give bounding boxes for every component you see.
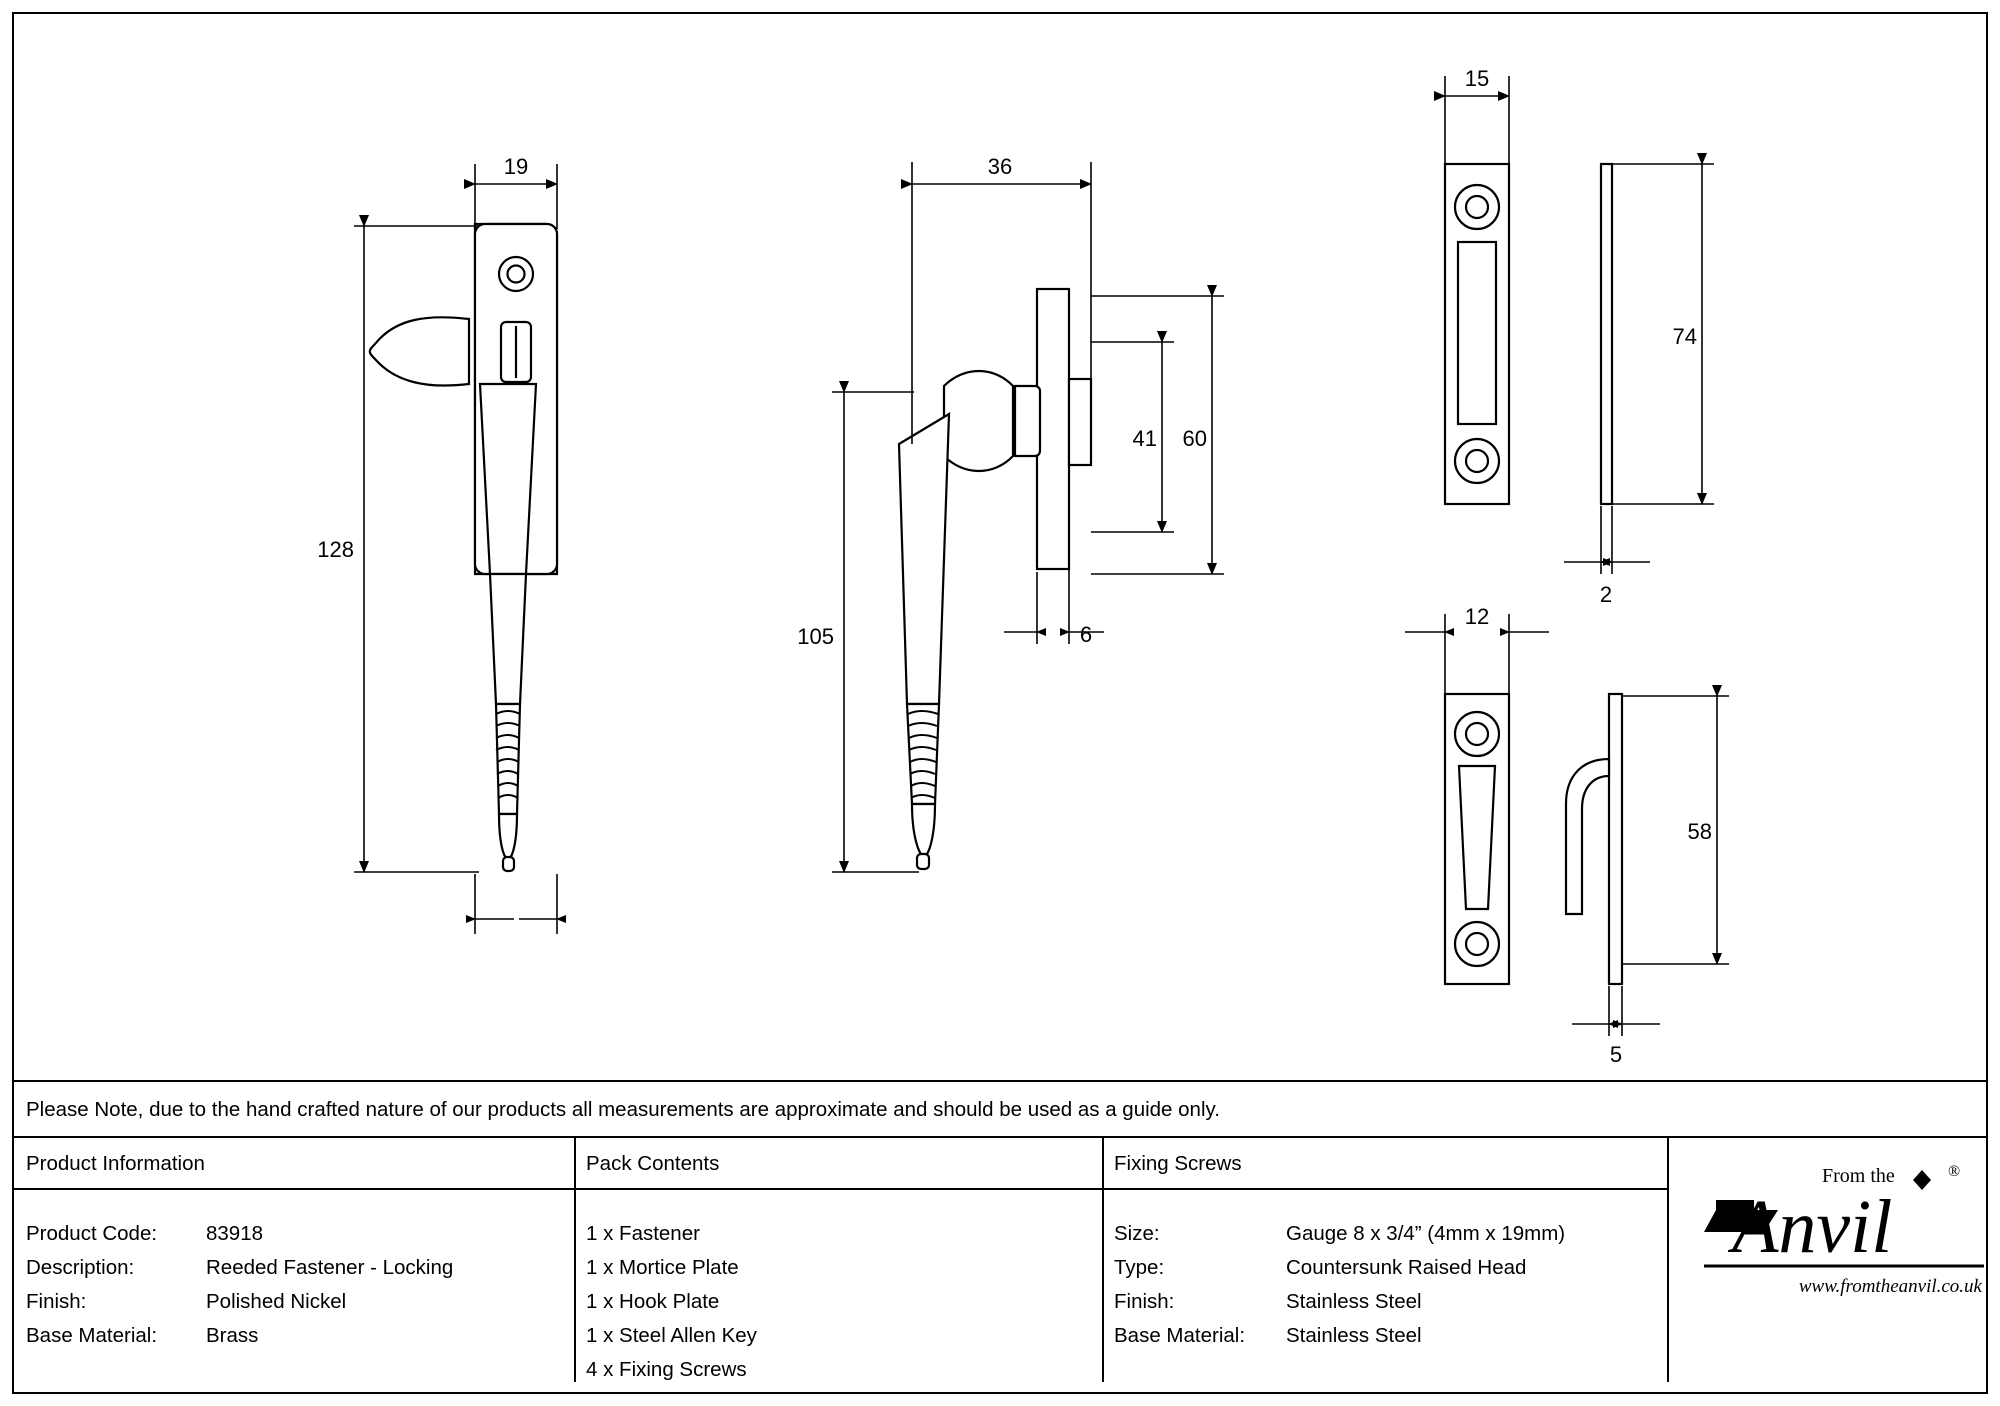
- finish-label: Finish:: [26, 1290, 87, 1313]
- dim-label-6: 6: [1079, 622, 1093, 647]
- pack-contents-item: 1 x Steel Allen Key: [586, 1324, 757, 1347]
- dim-label-60: 60: [1182, 426, 1207, 451]
- logo-url-text: www.fromtheanvil.co.uk: [1798, 1276, 1982, 1297]
- finish-value: Polished Nickel: [206, 1290, 347, 1313]
- col-header-product-information: Product Information: [26, 1152, 205, 1175]
- diamond-icon: [1913, 1170, 1931, 1190]
- measurement-note-text: Please Note, due to the hand crafted nature of our products all measurements are approximate and should be used as a guide only.: [26, 1098, 1220, 1121]
- pack-contents-item: 1 x Mortice Plate: [586, 1256, 739, 1279]
- dim-bottom-front: [475, 874, 557, 934]
- logo-from-the-text: From the: [1822, 1165, 1895, 1187]
- mortice-plate-geometry: [1445, 164, 1612, 504]
- pack-contents-item: 1 x Fastener: [586, 1222, 700, 1245]
- info-table: [14, 1136, 1986, 1380]
- measurement-note: [14, 1080, 1986, 1136]
- dim-74: [1612, 164, 1714, 504]
- dim-label-12: 12: [1464, 604, 1490, 629]
- description-label: Description:: [26, 1256, 135, 1279]
- col-header-pack-contents: Pack Contents: [586, 1152, 720, 1175]
- screw-type-value: Countersunk Raised Head: [1286, 1256, 1527, 1279]
- description-value: Reeded Fastener - Locking: [206, 1256, 454, 1279]
- dim-label-41: 41: [1132, 426, 1157, 451]
- screw-finish-value: Stainless Steel: [1286, 1290, 1422, 1313]
- pack-contents-item: 4 x Fixing Screws: [586, 1358, 747, 1381]
- table-col-divider-2: [1102, 1138, 1104, 1382]
- anvil-logo-svg: [1704, 1146, 1984, 1370]
- dim-label-5: 5: [1609, 1042, 1623, 1067]
- logo-brand-text: Anvil: [1732, 1185, 1893, 1269]
- table-header-divider: [14, 1188, 1667, 1190]
- screw-size-value: Gauge 8 x 3/4” (4mm x 19mm): [1286, 1222, 1566, 1245]
- screw-base-material-label: Base Material:: [1114, 1324, 1246, 1347]
- dim-label-2: 2: [1599, 582, 1613, 607]
- dim-label-105: 105: [797, 624, 834, 649]
- side-view-geometry: [899, 289, 1091, 869]
- table-col-divider-3: [1667, 1138, 1669, 1382]
- screw-finish-label: Finish:: [1114, 1290, 1175, 1313]
- product-code-value: 83918: [206, 1222, 264, 1245]
- dim-label-19: 19: [503, 154, 529, 179]
- screw-type-label: Type:: [1114, 1256, 1165, 1279]
- brand-logo: [1704, 1146, 1984, 1370]
- base-material-value: Brass: [206, 1324, 259, 1347]
- dim-label-128: 128: [317, 537, 354, 562]
- dim-58: [1622, 696, 1729, 964]
- dim-2: [1564, 506, 1650, 574]
- screw-base-material-value: Stainless Steel: [1286, 1324, 1422, 1347]
- front-view-geometry: [370, 224, 557, 871]
- dim-label-15: 15: [1464, 66, 1490, 91]
- drawing-svg: [14, 14, 1986, 1080]
- dim-label-58: 58: [1687, 819, 1712, 844]
- pack-contents-item: 1 x Hook Plate: [586, 1290, 720, 1313]
- product-code-label: Product Code:: [26, 1222, 158, 1245]
- dim-label-74: 74: [1672, 324, 1697, 349]
- drawing-area: [14, 14, 1986, 1080]
- base-material-label: Base Material:: [26, 1324, 158, 1347]
- registered-mark: ®: [1948, 1163, 1961, 1180]
- col-header-fixing-screws: Fixing Screws: [1114, 1152, 1242, 1175]
- dim-5: [1572, 986, 1660, 1036]
- screw-size-label: Size:: [1114, 1222, 1160, 1245]
- dim-label-36: 36: [987, 154, 1013, 179]
- hook-plate-geometry: [1445, 694, 1622, 984]
- table-col-divider-1: [574, 1138, 576, 1382]
